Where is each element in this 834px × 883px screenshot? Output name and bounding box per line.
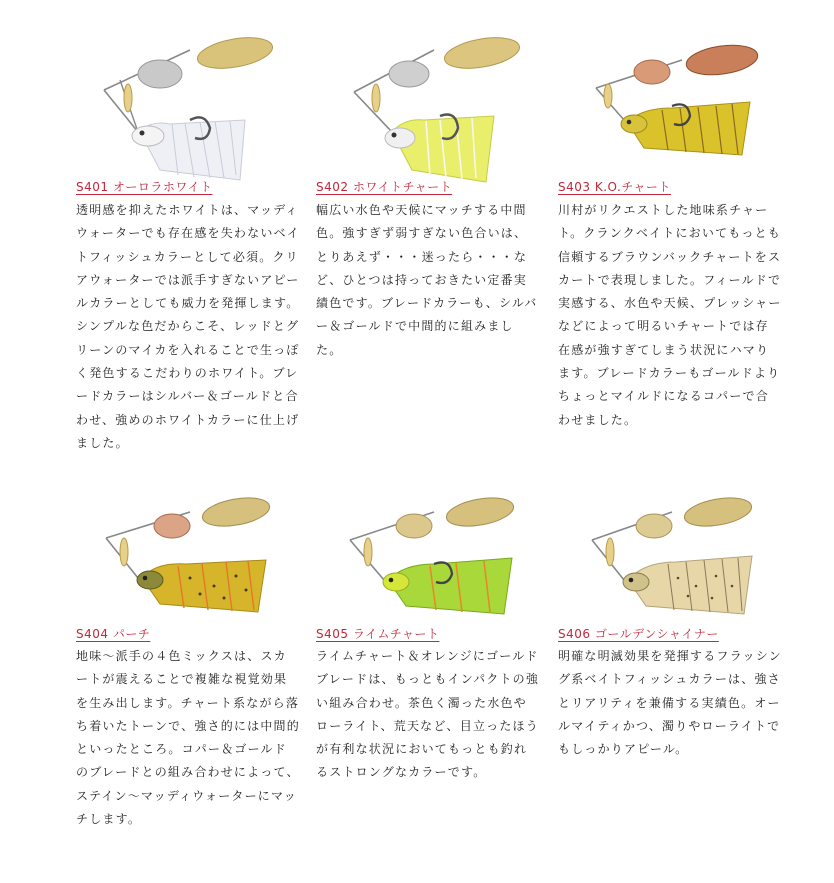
product-title[interactable]: S404 パーチ xyxy=(76,627,151,641)
product-description: 明確な明滅効果を発揮するフラッシング系ベイトフィッシュカラーは、強さとリアリティを兼備する実績色。オールマイティかつ、濁りやローライトでもしっかりアピール。 xyxy=(558,649,782,757)
product-title[interactable]: S403 K.O.チャート xyxy=(558,180,671,194)
lure-image xyxy=(90,20,310,190)
product-title[interactable]: S401 オーロラホワイト xyxy=(76,180,213,194)
product-description: 幅広い水色や天候にマッチする中間色。強すぎず弱すぎない色合いは、とりあえず・・・迷ったら・・・など、ひとつは持っておきたい定番実績色です。ブレードカラーも、シルバー＆ゴールドで中間的に組みました。 xyxy=(316,203,538,357)
product-description: ライムチャート＆オレンジにゴールドブレードは、もっともインパクトの強い組み合わせ。茶色く濁った水色やローライト、荒天など、目立ったほうが有利な状況においてもっとも釣れるストロングなカラーです。 xyxy=(316,649,540,780)
product-title[interactable]: S402 ホワイトチャート xyxy=(316,180,453,194)
lure-image xyxy=(90,482,310,632)
product-description: 透明感を抑えたホワイトは、マッディウォーターでも存在感を失わないベイトフィッシュカラーとして必須。クリアウォーターでは派手すぎないアピールカラーとしても威力を発揮します。シンプルな色だからこそ、レッドとグリーンのマイカを入れることで生っぽく発色するこだわりのホワイト。ブレードカラーはシルバー＆ゴールドと合わせ、強めのホワイトカラーに仕上げました。 xyxy=(76,203,300,450)
product-description: 地味〜派手の４色ミックスは、スカートが震えることで複雑な視覚効果を生み出します。チャート系ながら落ち着いたトーンで、強さ的には中間的といったところ。コパー＆ゴールドのブレードとの組み合わせによって、ステイン〜マッディウォーターにマッチします。 xyxy=(76,649,300,827)
lure-image xyxy=(334,20,554,190)
lure-image xyxy=(334,482,554,632)
product-description: 川村がリクエストした地味系チャート。クランクベイトにおいてもっとも信頼するブラウンバックチャートをスカートで表現しました。フィールドで実感する、水色や天候、プレッシャーなどによって明るいチャートでは存在感が強すぎてしまう状況にハマります。ブレードカラーもゴールドよりちょっとマイルドになるコパーで合わせました。 xyxy=(558,203,782,427)
lure-image xyxy=(572,20,792,190)
product-title[interactable]: S405 ライムチャート xyxy=(316,627,440,641)
product-title[interactable]: S406 ゴールデンシャイナー xyxy=(558,627,719,641)
lure-image xyxy=(572,482,792,632)
